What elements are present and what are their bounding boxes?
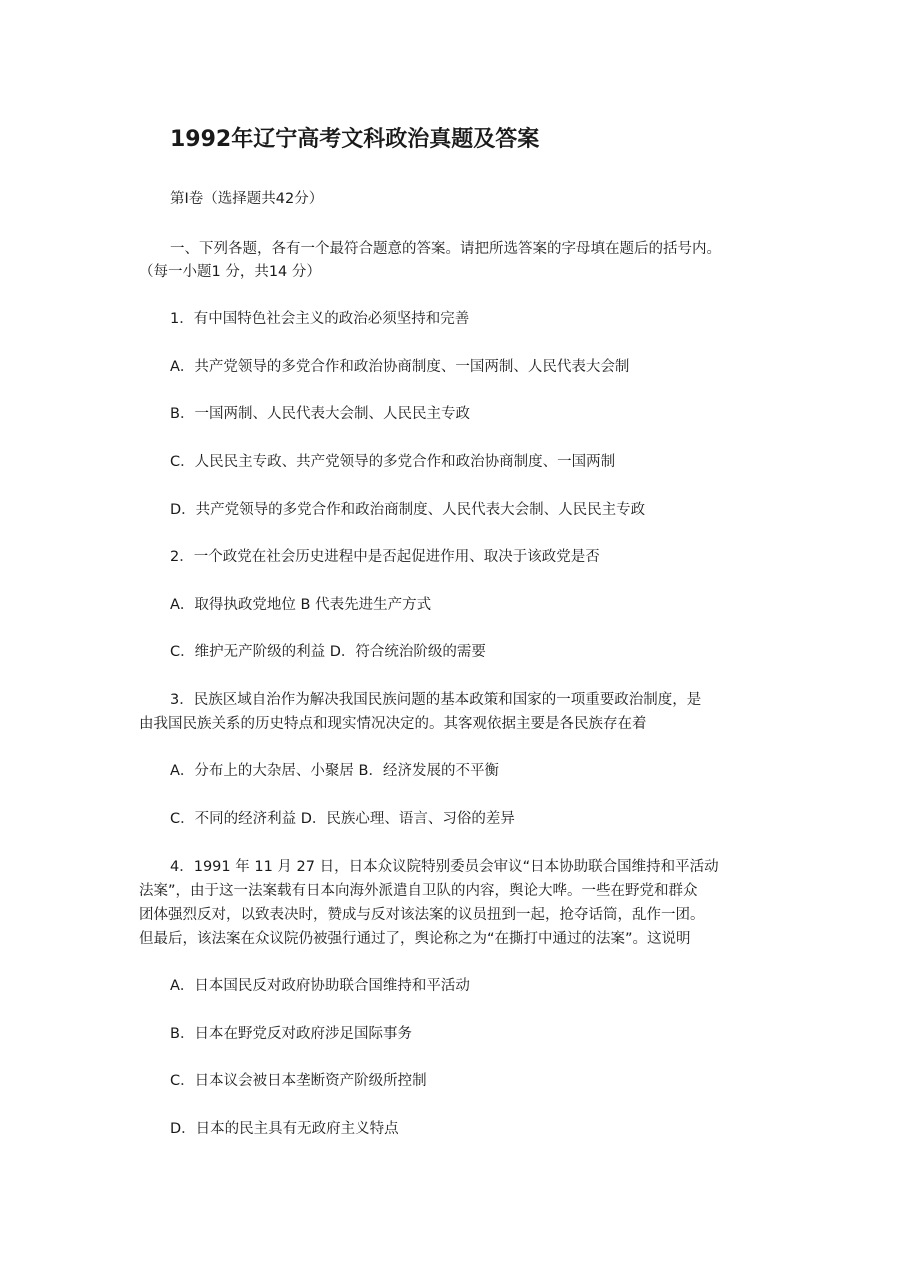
question-2-options-cd: C．维护无产阶级的利益 D．符合统治阶级的需要 [170,644,486,660]
question-4-stem-line-4: 但最后，该法案在众议院仍被强行通过了，舆论称之为“在撕打中通过的法案”。这说明 [139,931,691,947]
question-2-stem: 2．一个政党在社会历史进程中是否起促进作用、取决于该政党是否 [170,549,600,565]
instructions-line-2: （每一小题1 分，共14 分） [139,264,321,280]
question-4-stem-line-1: 4．1991 年 11 月 27 日，日本众议院特别委员会审议“日本协助联合国维持和平活动 [170,859,719,875]
question-4-stem-line-3: 团体强烈反对，以致表决时，赞成与反对该法案的议员扭到一起，抢夺话筒，乱作一团。 [139,907,705,923]
question-4-option-b: B．日本在野党反对政府涉足国际事务 [170,1026,412,1042]
question-1-option-a: A．共产党领导的多党合作和政治协商制度、一国两制、人民代表大会制 [170,359,630,375]
question-1-option-b: B．一国两制、人民代表大会制、人民民主专政 [170,406,470,422]
document-title: 1992年辽宁高考文科政治真题及答案 [170,127,540,152]
question-2-options-ab: A．取得执政党地位 B 代表先进生产方式 [170,597,432,613]
question-4-option-a: A．日本国民反对政府协助联合国维持和平活动 [170,978,470,994]
question-4-option-c: C．日本议会被日本垄断资产阶级所控制 [170,1073,427,1089]
question-4-option-d: D．日本的民主具有无政府主义特点 [170,1121,399,1137]
instructions-line-1: 一、下列各题，各有一个最符合题意的答案。请把所选答案的字母填在题后的括号内。 [170,241,721,257]
question-4-stem-line-2: 法案”，由于这一法案载有日本向海外派遣自卫队的内容，舆论大哗。一些在野党和群众 [139,883,698,899]
question-1-option-c: C．人民民主专政、共产党领导的多党合作和政治协商制度、一国两制 [170,454,616,470]
section-heading: 第I卷（选择题共42分） [170,191,324,207]
question-3-options-ab: A．分布上的大杂居、小聚居 B．经济发展的不平衡 [170,763,499,779]
question-3-stem-line-1: 3．民族区域自治作为解决我国民族问题的基本政策和国家的一项重要政治制度，是 [170,692,702,708]
question-3-options-cd: C．不同的经济利益 D．民族心理、语言、习俗的差异 [170,811,515,827]
question-3-stem-line-2: 由我国民族关系的历史特点和现实情况决定的。其客观依据主要是各民族存在着 [139,716,647,732]
question-1-stem: 1．有中国特色社会主义的政治必须坚持和完善 [170,311,470,327]
question-1-option-d: D．共产党领导的多党合作和政治商制度、人民代表大会制、人民民主专政 [170,502,646,518]
